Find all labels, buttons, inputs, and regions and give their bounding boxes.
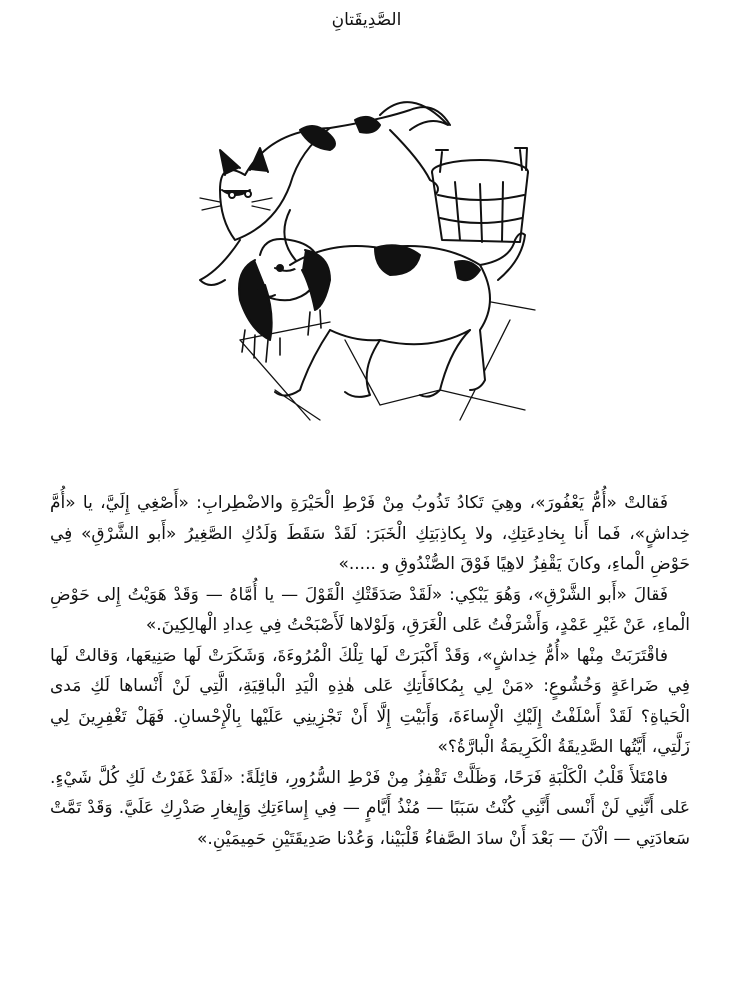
story-paragraph: فامْتَلأَ قَلْبُ الْكَلْبَةِ فَرَحًا، وَظَلَّتْ تَقْفِزُ مِنْ فَرْطِ السُّرُورِ، قائِلَةً: «لَقَدْ غَفَرْتُ لَكِ كُلَّ شَيْءٍ. عَلى أَنَّنِي لَنْ أَنْسى أَنَّنِي كُنْتُ سَبَبًا — مُنْذُ أَيَّامٍ — فِي إِساءَتِكِ وَإِيغارِ صَدْرِكِ عَلَيَّ. وَقَدْ تَمَّتْ سَعادَتِي — الْآنَ — بَعْدَ أَنْ سادَ الصَّفاءُ قَلْبَيْنا، وَعُدْنا صَدِيقَتَيْنِ حَمِيمَيْنِ.» bbox=[50, 767, 690, 849]
story-illustration bbox=[180, 90, 560, 430]
story-text bbox=[50, 488, 690, 854]
story-paragraph: فَقالَ «أَبو الشَّرْقِ»، وَهُوَ يَبْكِي: «لَقَدْ صَدَقَتْكِ الْقَوْلَ — يا أُمَّاهُ — وَقَدْ هَوَيْتُ إِلى حَوْضِ الْماءِ، عَنْ غَيْرِ عَمْدٍ، وَأَشْرَفْتُ عَلى الْغَرَقِ، وَلَوْلاها لَأَصْبَحْتُ فِي عِدادِ الْهالِكِينَ.» bbox=[50, 584, 690, 635]
story-paragraph: فاقْتَرَبَتْ مِنْها «أُمُّ خِداشٍ»، وَقَدْ أَكْبَرَتْ لَها تِلْكَ الْمُرُوءَةَ، وَشَكَرَتْ لَها صَنِيعَها، وَقالتْ لَها فِي ضَراعَةٍ وَخُشُوعٍ: «مَنْ لِي بِمُكافَأَتِكِ عَلى هٰذِهِ الْيَدِ الْباقِيَةِ، الَّتِي لَنْ أَنْساها لَكِ مَدى الْحَياةِ؟ لَقَدْ أَسْلَفْتُ إِلَيْكِ الْإِساءَةَ، وَأَبَيْتِ إِلَّا أَنْ تَجْزِينِي عَلَيْها بِالْإِحْسانِ. فَهَلْ تَغْفِرِينَ لِي زَلَّتِي، أَيَّتُها الصَّدِيقَةُ الْكَرِيمَةُ الْبارَّةُ؟» bbox=[50, 645, 690, 757]
wet-dog bbox=[239, 233, 525, 397]
wooden-bucket bbox=[432, 148, 528, 242]
story-paragraph: فَقالتْ «أُمُّ يَعْفُورَ»، وهِيَ تَكادُ تَذُوبُ مِنْ فَرْطِ الْحَيْرَةِ والاضْطِرابِ: «أَصْغِي إِلَيَّ، يا «أُمَّ خِداشٍ»، فَما أَنا بِخادِعَتِكِ، ولا بِكاذِبَتِكِ الْخَبَرَ: لَقَدْ سَقَطَ وَلَدُكِ الصَّغِيرُ «أَبو الشَّرْقِ» فِي حَوْضِ الْماءِ، وكانَ يَقْفِزُ لاهِيًا فَوْقَ الصُّنْدُوقِ و .....» bbox=[50, 493, 690, 574]
page-title: الصَّدِيقَتانِ bbox=[331, 10, 402, 30]
